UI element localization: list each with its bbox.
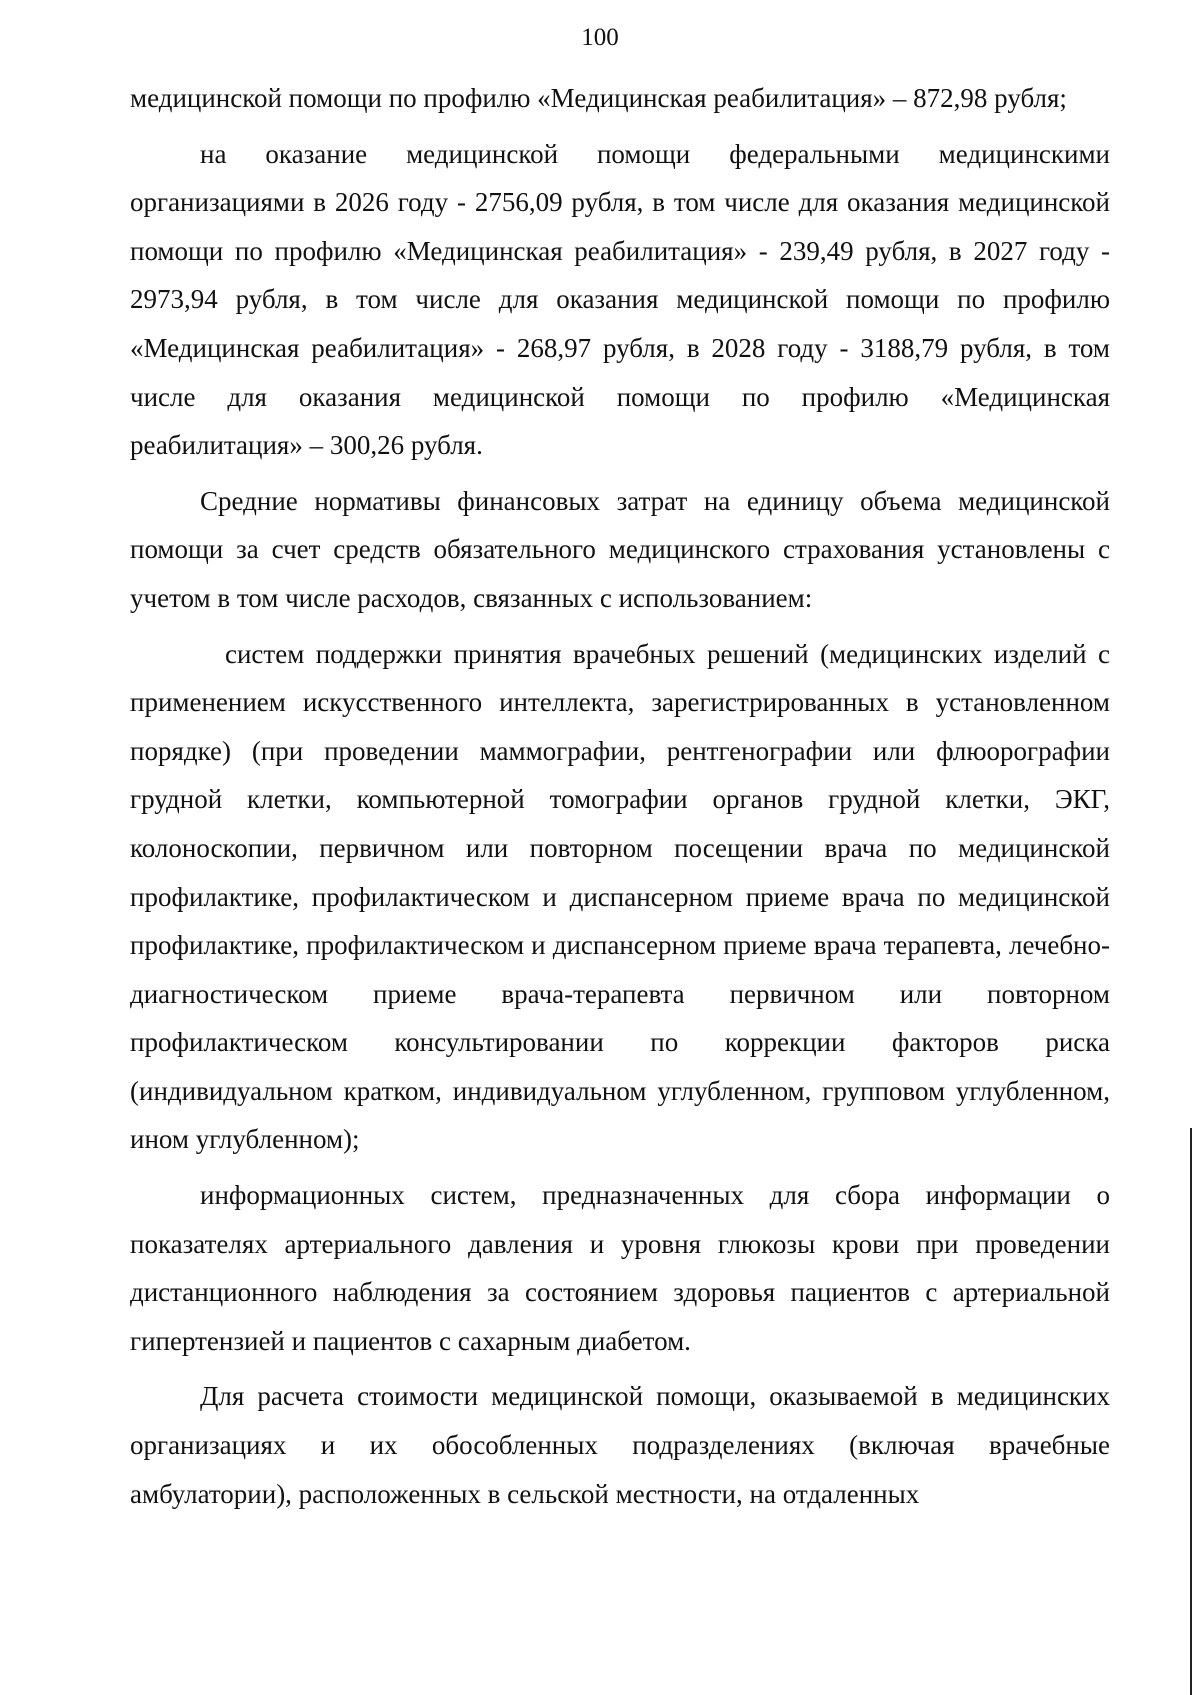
paragraph-information-systems: информационных систем, предназначенных для сбора информации о показателях артериального давления и уровня глюкозы крови при проведении дистанционного наблюдения за состоянием здоровья пациентов с артериальной гипертензией и пациентов с сахарным диабетом. [130,1180,1110,1356]
paragraph-rural-cost-calculation: Для расчета стоимости медицинской помощи, оказываемой в медицинских организациях и их обособленных подразделениях (включая врачебные амбулатории), расположенных в сельской местности, на отдаленных [130,1381,1110,1509]
document-body [130,74,1110,1518]
scan-edge-line [1190,1128,1192,1695]
paragraph-average-norms: Средние нормативы финансовых затрат на единицу объема медицинской помощи за счет средств обязательного медицинского страхования установлены с учетом в том числе расходов, связанных с использованием: [130,485,1110,613]
paragraph-federal-organizations: на оказание медицинской помощи федеральными медицинскими организациями в 2026 году - 2756,09 рубля, в том числе для оказания медицинской помощи по профилю «Медицинская реабилитация» - 239,49 рубля, в 2027 году - 2973,94 рубля, в том числе для оказания медицинской помощи по профилю «Медицинская реабилитация» - 268,97 рубля, в 2028 году - 3188,79 рубля, в том числе для оказания медицинской помощи по профилю «Медицинская реабилитация» – 300,26 рубля. [130,138,1110,461]
paragraph-decision-support-systems: систем поддержки принятия врачебных решений (медицинских изделий с применением искусственного интеллекта, зарегистрированных в установленном порядке) (при проведении маммографии, рентгенографии или флюорографии грудной клетки, компьютерной томографии органов грудной клетки, ЭКГ, колоноскопии, первичном или повторном посещении врача по медицинской профилактике, профилактическом и диспансерном приеме врача по медицинской профилактике, профилактическом и диспансерном приеме врача терапевта, лечебно-диагностическом приеме врача-терапевта первичном или повторном профилактическом консультировании по коррекции факторов риска (индивидуальном кратком, индивидуальном углубленном, групповом углубленном, ином углубленном); [130,638,1110,1155]
page-number: 100 [581,24,619,51]
paragraph-rehab-cost-continuation: медицинской помощи по профилю «Медицинская реабилитация» – 872,98 рубля; [130,83,1067,113]
